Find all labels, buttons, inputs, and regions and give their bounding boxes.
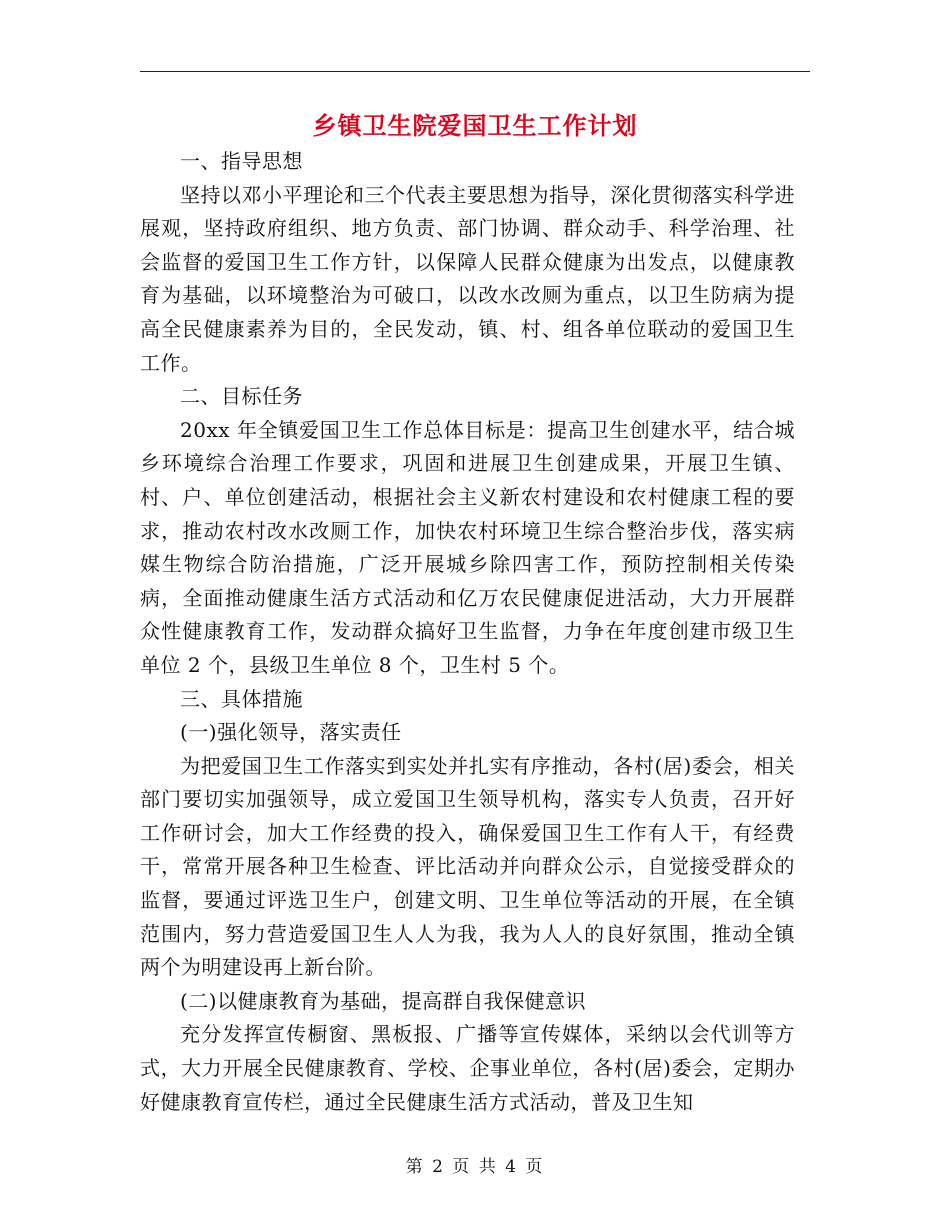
subsection-heading-leadership: (一)强化领导，落实责任	[180, 720, 402, 745]
header-rule	[140, 71, 810, 72]
subsection-heading-health-education: (二)以健康教育为基础，提高群自我保健意识	[180, 988, 587, 1013]
document-body	[140, 145, 795, 1119]
document-title: 乡镇卫生院爱国卫生工作计划	[312, 111, 638, 140]
page-number-footer: 第 2 页 共 4 页	[405, 1157, 545, 1177]
section-heading-measures: 三、具体措施	[180, 686, 303, 711]
section-heading-guiding-thought: 一、指导思想	[180, 149, 303, 173]
paragraph-health-education: 充分发挥宣传橱窗、黑板报、广播等宣传媒体，采纳以会代训等方式，大力开展全民健康教育、学校、企事业单位，各村(居)委会，定期办好健康教育宣传栏，通过全民健康生活方式活动，普及卫生知	[140, 1022, 795, 1114]
paragraph-leadership: 为把爱国卫生工作落实到实处并扎实有序推动，各村(居)委会，相关部门要切实加强领导，成立爱国卫生领导机构，落实专人负责，召开好工作研讨会，加大工作经费的投入，确保爱国卫生工作有人干，有经费干，常常开展各种卫生检查、评比活动并向群众公示，自觉接受群众的监督，要通过评选卫生户，创建文明、卫生单位等活动的开展，在全镇范围内，努力营造爱国卫生人人为我，我为人人的良好氛围，推动全镇两个为明建设再上新台阶。	[140, 753, 795, 980]
paragraph-guiding-thought: 坚持以邓小平理论和三个代表主要思想为指导，深化贯彻落实科学进展观，坚持政府组织、地方负责、部门协调、群众动手、科学治理、社会监督的爱国卫生工作方针，以保障人民群众健康为出发点，以健康教育为基础，以环境整治为可破口，以改水改厕为重点，以卫生防病为提高全民健康素养为目的，全民发动，镇、村、组各单位联动的爱国卫生工作。	[140, 182, 795, 375]
paragraph-goals: 20xx 年全镇爱国卫生工作总体目标是：提高卫生创建水平，结合城乡环境综合治理工作要求，巩固和进展卫生创建成果，开展卫生镇、村、户、单位创建活动，根据社会主义新农村建设和农村健康工程的要求，推动农村改水改厕工作，加快农村环境卫生综合整治步伐，落实病媒生物综合防治措施，广泛开展城乡除四害工作，预防控制相关传染病，全面推动健康生活方式活动和亿万农民健康促进活动，大力开展群众性健康教育工作，发动群众搞好卫生监督，力争在年度创建市级卫生单位 2 个，县级卫生单位 8 个，卫生村 5 个。	[140, 417, 795, 677]
section-heading-goals: 二、目标任务	[180, 384, 303, 409]
